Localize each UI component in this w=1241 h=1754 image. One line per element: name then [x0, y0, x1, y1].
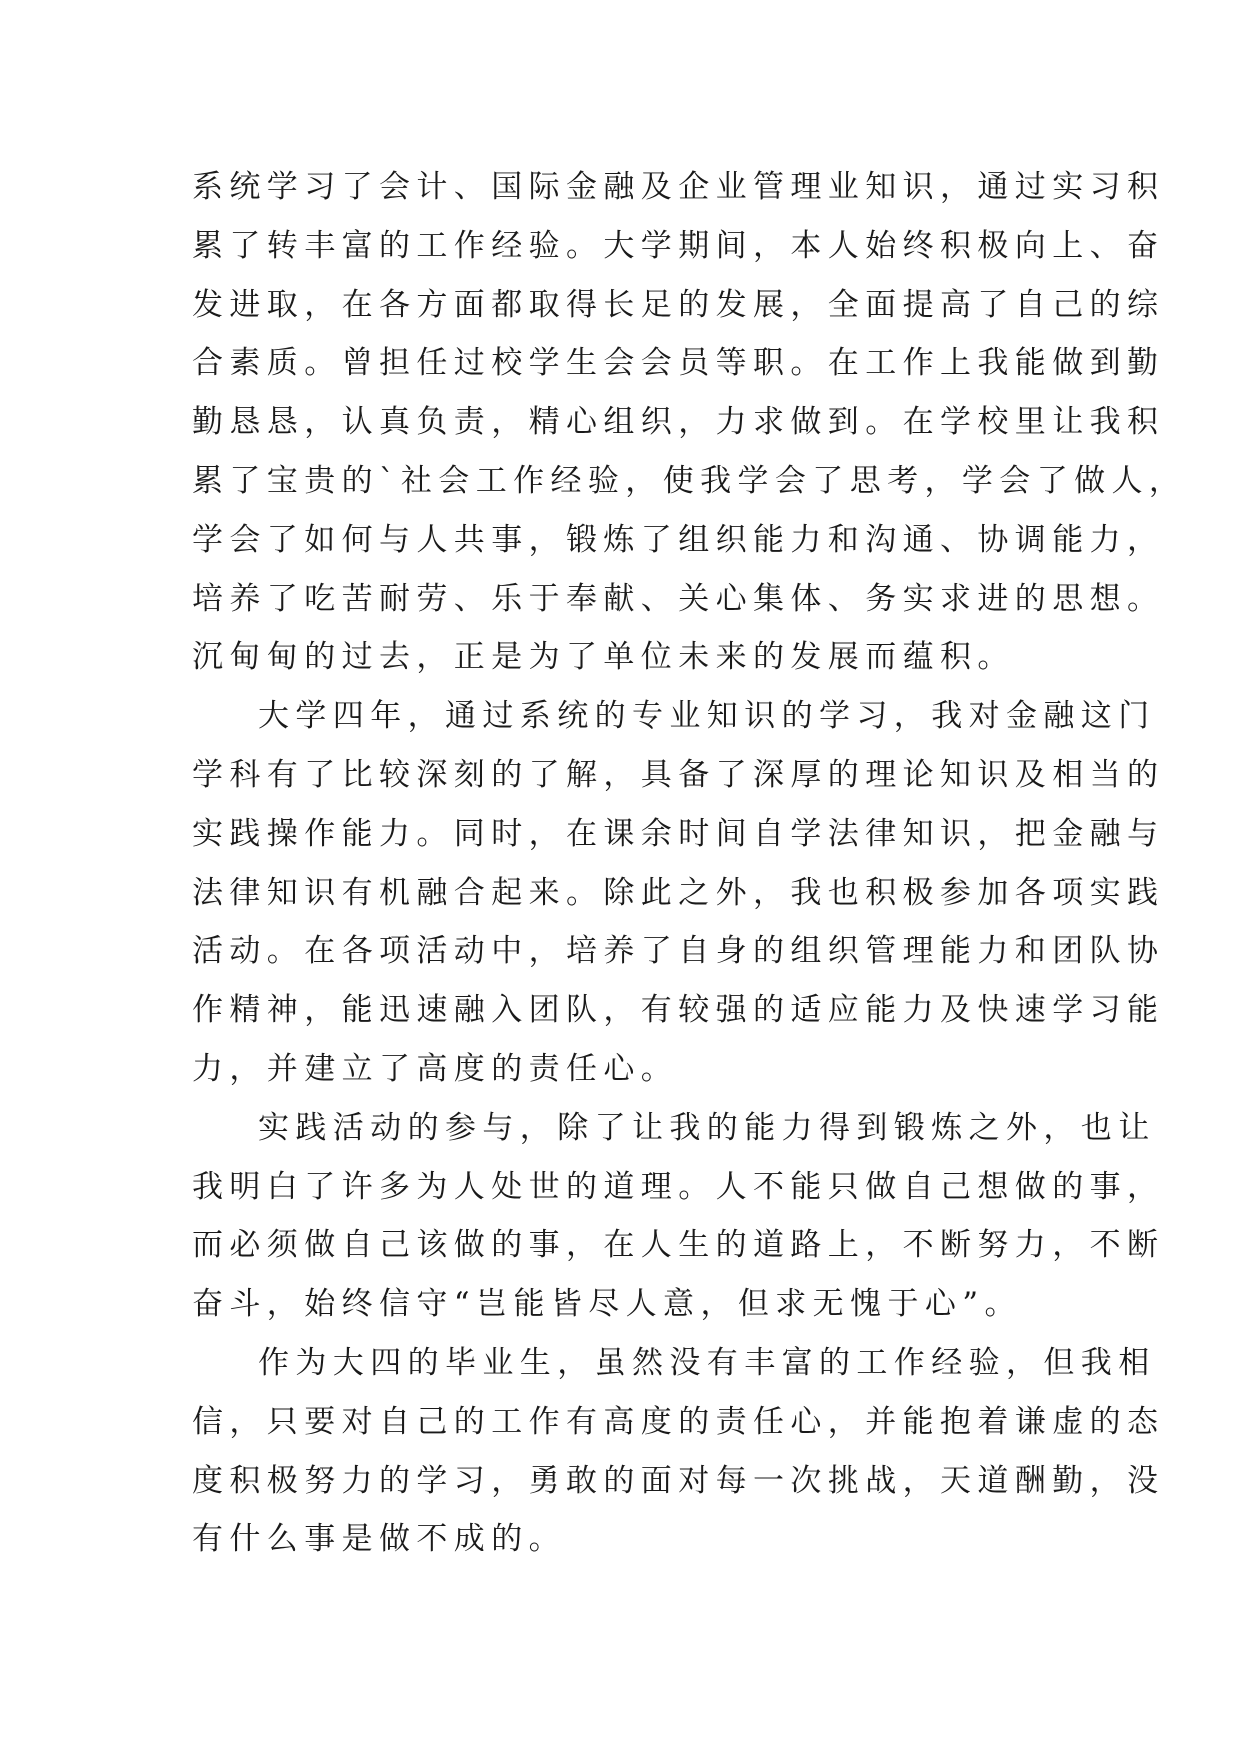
- text-line: 沉甸甸的过去，正是为了单位未来的发展而蕴积。: [192, 639, 1015, 676]
- body-text: [192, 158, 1187, 1569]
- text-line: 累了转丰富的工作经验。大学期间，本人始终积极向上、奋: [192, 227, 1165, 264]
- text-line: 奋斗，始终信守“岂能皆尽人意，但求无愧于心”。: [192, 1286, 1022, 1323]
- text-line: 活动。在各项活动中，培养了自身的组织管理能力和团队协: [192, 933, 1165, 970]
- text-line: 而必须做自己该做的事，在人生的道路上，不断努力，不断: [192, 1227, 1165, 1264]
- text-line: 系统学习了会计、国际金融及企业管理业知识，通过实习积: [192, 169, 1165, 205]
- text-line: 学科有了比较深刻的了解，具备了深厚的理论知识及相当的: [192, 756, 1165, 793]
- text-line: 实践活动的参与，除了让我的能力得到锻炼之外，也让: [258, 1109, 1156, 1146]
- text-line: 度积极努力的学习，勇敢的面对每一次挑战，天道酬勤，没: [192, 1462, 1165, 1499]
- text-line: 信，只要对自己的工作有高度的责任心，并能抱着谦虚的态: [192, 1403, 1165, 1440]
- text-line: 发进取，在各方面都取得长足的发展，全面提高了自己的综: [192, 286, 1165, 323]
- text-line: 勤恳恳，认真负责，精心组织，力求做到。在学校里让我积: [192, 404, 1165, 441]
- text-line: 法律知识有机融合起来。除此之外，我也积极参加各项实践: [192, 874, 1165, 911]
- text-line: 作为大四的毕业生，虽然没有丰富的工作经验，但我相: [258, 1344, 1156, 1381]
- text-line: 作精神，能迅速融入团队，有较强的适应能力及快速学习能: [192, 992, 1165, 1029]
- text-line: 学会了如何与人共事，锻炼了组织能力和沟通、协调能力，: [192, 521, 1165, 558]
- text-line: 有什么事是做不成的。: [192, 1521, 566, 1558]
- text-line: 大学四年，通过系统的专业知识的学习，我对金融这门: [258, 698, 1156, 735]
- text-line: 累了宝贵的`社会工作经验，使我学会了思考，学会了做人，: [192, 462, 1187, 499]
- text-line: 合素质。曾担任过校学生会会员等职。在工作上我能做到勤: [192, 345, 1165, 382]
- text-line: 实践操作能力。同时，在课余时间自学法律知识，把金融与: [192, 815, 1165, 852]
- text-line: 力，并建立了高度的责任心。: [192, 1050, 679, 1087]
- text-line: 培养了吃苦耐劳、乐于奉献、关心集体、务实求进的思想。: [192, 580, 1165, 617]
- text-line: 我明白了许多为人处世的道理。人不能只做自己想做的事，: [192, 1168, 1165, 1205]
